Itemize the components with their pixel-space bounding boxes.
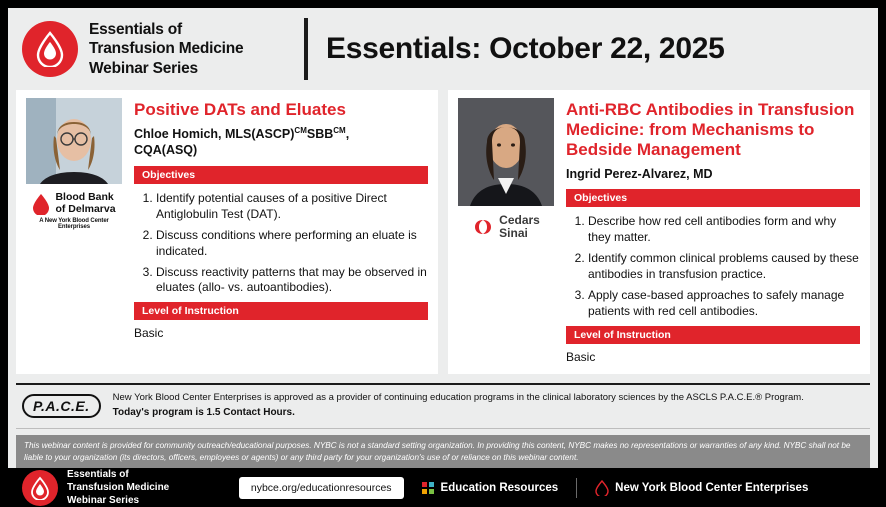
- speaker-2-org-line2: Sinai: [499, 226, 528, 241]
- session-1-presenter-name: Chloe Homich, MLS(ASCP): [134, 127, 295, 142]
- speaker-2-photo: [458, 98, 554, 206]
- pace-line2: Today's program is 1.5 Contact Hours.: [112, 407, 295, 419]
- session-1-objective-3: 3. Discuss reactivity patterns that may be observed in eluates (allo- vs. autoantibodies).: [156, 265, 428, 297]
- session-1-level-label: Level of Instruction: [134, 302, 428, 320]
- cedars-sinai-icon: [472, 217, 494, 237]
- slide-footer: [8, 468, 878, 507]
- header-brand-line2: Transfusion Medicine: [89, 40, 244, 58]
- footer-brand-text: [67, 468, 169, 507]
- footer-separator: [576, 478, 577, 498]
- header-divider: [304, 18, 308, 80]
- session-1-level-value: Basic: [134, 326, 164, 341]
- footer-brand-line2: Transfusion Medicine: [67, 482, 170, 494]
- session-1-presenter-sup2: CM: [333, 126, 346, 136]
- speaker-1-org-sub: A New York Blood Center Enterprises: [39, 218, 109, 231]
- slide-inner: [8, 8, 878, 507]
- session-1-objective-1: 1. Identify potential causes of a positive Direct Antiglobulin Test (DAT).: [156, 191, 428, 223]
- session-1-content: [134, 98, 428, 364]
- header-brand-line3: Webinar Series: [89, 59, 198, 77]
- session-2-objective-1: 1. Describe how red cell antibodies form and why they matter.: [588, 214, 860, 246]
- pace-line1: New York Blood Center Enterprises is approved as a provider of continuing education programs in the clinical laboratory sciences by the ASCLS P.A.C.E.® Program.: [112, 392, 804, 404]
- session-2-presenter: Ingrid Perez-Alvarez, MD: [566, 167, 713, 182]
- blood-drop-icon-nybc: [595, 480, 609, 496]
- session-2-objective-3: 3. Apply case-based approaches to safely manage patients with red cell antibodies.: [588, 288, 860, 320]
- session-1-presenter: Chloe Homich, $MLS(ASCP)^{CM}SBB^{CM}$, CQA(ASQ): [134, 126, 428, 159]
- session-1-objective-2: 2. Discuss conditions where performing an eluate is indicated.: [156, 228, 428, 260]
- session-1-presenter-sup1: CM: [294, 126, 307, 136]
- session-card-1: [16, 90, 438, 374]
- education-resources-label: Education Resources: [440, 481, 559, 494]
- session-2-level-value: Basic: [566, 350, 596, 365]
- footer-links: [183, 477, 864, 499]
- speaker-2-org-name: [499, 214, 540, 240]
- slide-header: [8, 8, 878, 90]
- session-card-2: [448, 90, 870, 374]
- session-1-objectives-label: Objectives: [134, 166, 428, 184]
- footer-brand-line3: Webinar Series: [67, 495, 140, 507]
- speaker-2-org-logo: [472, 214, 540, 240]
- session-2-level-label: Level of Instruction: [566, 326, 860, 344]
- four-dots-icon: [422, 482, 434, 494]
- footer-brand-line1: Essentials of: [67, 469, 129, 481]
- session-1-presenter-line2: CQA(ASQ): [134, 143, 198, 158]
- header-brand-line1: Essentials of: [89, 20, 183, 38]
- pace-strip: [16, 383, 870, 429]
- speaker-1-photo: [26, 98, 122, 184]
- pace-badge: P.A.C.E.: [22, 394, 101, 418]
- footer-brand: [22, 468, 169, 507]
- session-2-content: [566, 98, 860, 364]
- header-brand: [22, 20, 294, 78]
- session-cards: [8, 90, 878, 374]
- session-2-objective-2: 2. Identify common clinical problems caused by these antibodies in transfusion practice.: [588, 251, 860, 283]
- speaker-1-org-line1: Blood Bank: [55, 191, 114, 203]
- blood-drop-icon: [22, 21, 78, 77]
- nybc-label: New York Blood Center Enterprises: [615, 481, 809, 494]
- education-resources-link[interactable]: [422, 482, 559, 494]
- blood-drop-icon-footer: [22, 470, 58, 506]
- session-2-objectives: [566, 214, 860, 320]
- speaker-1-org-logo: [32, 192, 115, 215]
- blood-drop-icon-small: [32, 193, 50, 215]
- session-1-title: Positive DATs and Eluates: [134, 100, 346, 119]
- disclaimer-text: This webinar content is provided for community outreach/educational purposes. NYBC is not a standard setting organization. In providing this content, NYBC makes no representations or warranties of any kind. NYBC shall not be liable to your organization (its directors, officers, employees or agents) or any third party for your organization's use of or reliance on this webinar content.: [16, 435, 870, 469]
- speaker-1-media: [24, 98, 124, 364]
- speaker-2-media: [456, 98, 556, 364]
- speaker-1-org-line2: of Delmarva: [55, 202, 116, 215]
- session-2-objectives-label: Objectives: [566, 189, 860, 207]
- session-2-title: Anti-RBC Antibodies in Transfusion Medicine: from Mechanisms to Bedside Management: [566, 100, 855, 160]
- speaker-1-org-name: [55, 192, 115, 215]
- speaker-2-org-line1: Cedars: [499, 213, 540, 227]
- page-title: Essentials: October 22, 2025: [326, 32, 725, 65]
- header-brand-text: [89, 20, 243, 78]
- session-1-objectives: [134, 191, 428, 297]
- pace-text: [113, 391, 804, 421]
- education-resources-url[interactable]: nybce.org/educationresources: [239, 477, 404, 499]
- nybc-brand: [595, 480, 808, 496]
- session-1-presenter-mid: SBB: [306, 127, 334, 142]
